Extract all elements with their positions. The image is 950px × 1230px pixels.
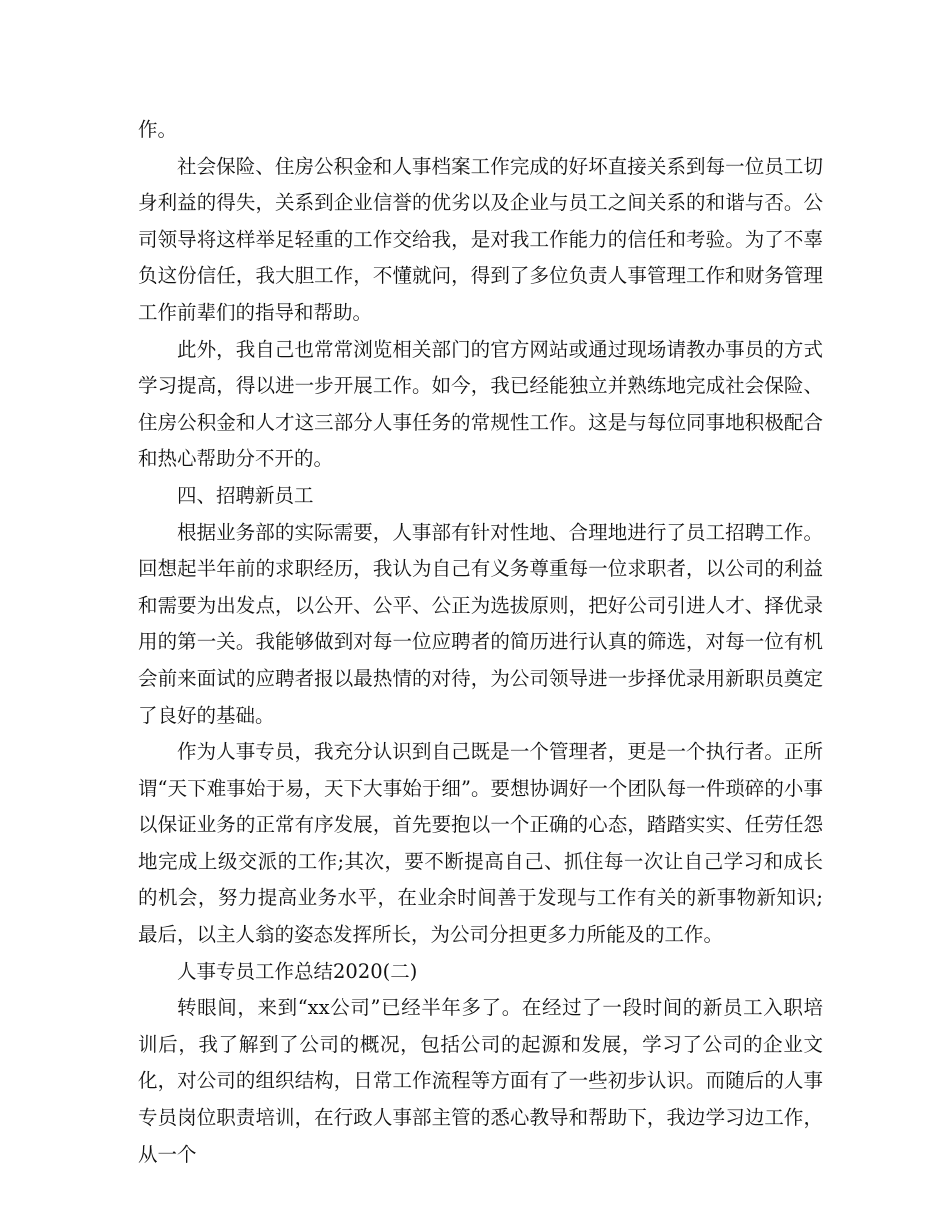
paragraph-social-insurance: 社会保险、住房公积金和人事档案工作完成的好坏直接关系到每一位员工切身利益的得失，关系到企业信誉的优劣以及企业与员工之间关系的和谐与否。公司领导将这样举足轻重的工作交给我，是对我工作能力的信任和考验。为了不辜负这份信任，我大胆工作，不懂就问，得到了多位负责人事管理工作和财务管理工作前辈们的指导和帮助。: [138, 154, 823, 324]
paragraph-half-year: 转眼间，来到“xx公司”已经半年多了。在经过了一段时间的新员工入职培训后，我了解到了公司的概况，包括公司的起源和发展，学习了公司的企业文化，对公司的组织结构，日常工作流程等方面有了一些初步认识。而随后的人事专员岗位职责培训，在行政人事部主管的悉心教导和帮助下，我边学习边工作，从一个: [138, 996, 823, 1166]
section-title-summary-two: 人事专员工作总结2020(二): [177, 959, 418, 983]
paragraph-self-study: 此外，我自己也常常浏览相关部门的官方网站或通过现场请教办事员的方式学习提高，得以进一步开展工作。如今，我已经能独立并熟练地完成社会保险、住房公积金和人才这三部分人事任务的常规性工作。这是与每位同事地积极配合和热心帮助分不开的。: [138, 337, 823, 471]
document-body: [138, 112, 823, 1173]
paragraph-recruitment: 根据业务部的实际需要，人事部有针对性地、合理地进行了员工招聘工作。回想起半年前的求职经历，我认为自己有义务尊重每一位求职者，以公司的利益和需要为出发点，以公开、公平、公正为选拔原则，把好公司引进人才、择优录用的第一关。我能够做到对每一位应聘者的简历进行认真的筛选，对每一位有机会前来面试的应聘者报以最热情的对待，为公司领导进一步择优录用新职员奠定了良好的基础。: [138, 520, 823, 727]
paragraph-continuation: 作。: [138, 118, 178, 141]
section-heading-recruitment: 四、招聘新员工: [177, 483, 314, 507]
paragraph-hr-specialist-role: 作为人事专员，我充分认识到自己既是一个管理者，更是一个执行者。正所谓“天下难事始于易，天下大事始于细”。要想协调好一个团队每一件琐碎的小事以保证业务的正常有序发展，首先要抱以一个正确的心态，踏踏实实、任劳任怨地完成上级交派的工作;其次，要不断提高自己、抓住每一次让自己学习和成长的机会，努力提高业务水平，在业余时间善于发现与工作有关的新事物新知识;最后，以主人翁的姿态发挥所长，为公司分担更多力所能及的工作。: [138, 740, 823, 947]
